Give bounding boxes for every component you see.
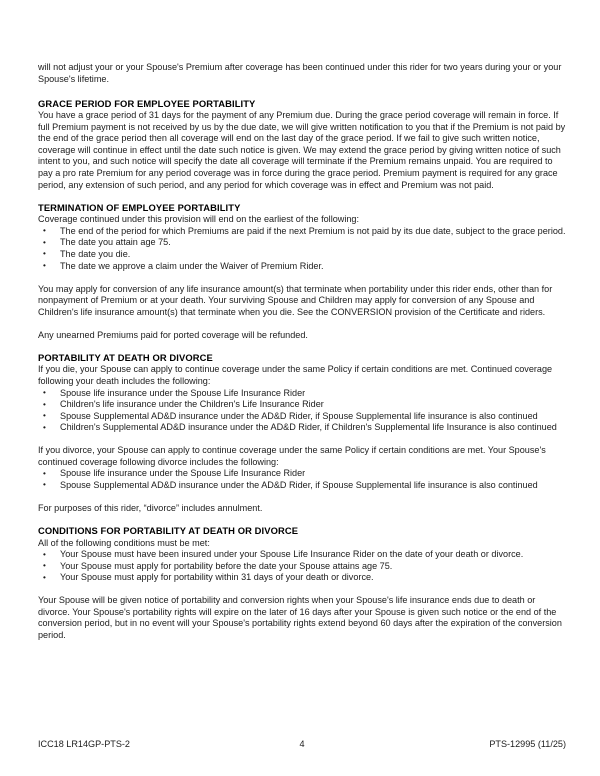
footer-form-code: PTS-12995 (11/25) [489, 739, 566, 749]
list-item: • Spouse Supplemental AD&D insurance under the AD&D Rider, if Spouse Supplemental life insurance is also continued [38, 411, 566, 423]
section-leadin-termination: Coverage continued under this provision will end on the earliest of the following: [38, 214, 359, 225]
section-heading-conditions: CONDITIONS FOR PORTABILITY AT DEATH OR DIVORCE [38, 525, 299, 537]
section-heading-grace-period: GRACE PERIOD FOR EMPLOYEE PORTABILITY [38, 98, 256, 110]
section-leadin-death: If you die, your Spouse can apply to continue coverage under the same Policy if certain conditions are met. Continued coverage following your death includes the following: [38, 364, 553, 386]
section-paragraph-divorce-definition: For purposes of this rider, “divorce” includes annulment. [38, 502, 263, 513]
section-paragraph-unearned-premiums: Any unearned Premiums paid for ported coverage will be refunded. [38, 329, 308, 340]
list-item: • Your Spouse must apply for portability within 31 days of your death or divorce. [38, 572, 566, 584]
section-heading-portability-death-divorce: PORTABILITY AT DEATH OR DIVORCE [38, 352, 213, 364]
section-paragraph-grace-period: You have a grace period of 31 days for the payment of any Premium due. During the grace period coverage will remain in force. If full Premium payment is not received by us by the due date, we will give written notification to you that if the Premium is not paid by the end of the grace period then all coverage will end on the last day of the grace period. If we fail to give such written notice, coverage will continue in effect until the date such notice is given. We may extend the grace period by giving written notice of such intent to you, and such notice will specify the date all coverage will terminate if the Premium remains unpaid. You are required to pay a pro rate Premium for any period coverage was in force during the grace period. Premium payment is required for any grace period, any extension of such period, and any period for which coverage was in effect and Premium was not paid. [38, 110, 566, 190]
footer-page-number: 4 [299, 739, 305, 749]
list-item: • Children's Supplemental AD&D insurance under the AD&D Rider, if Children's Supplemental life Insurance is also continued [38, 422, 566, 434]
list-item: • The date you attain age 75. [38, 237, 566, 249]
list-item: • Children's life insurance under the Children's Life Insurance Rider [38, 399, 566, 411]
list-item: • The end of the period for which Premiums are paid if the next Premium is not paid by its due date, subject to the grace period. [38, 226, 566, 238]
bullet-list-conditions [38, 549, 566, 584]
section-leadin-conditions: All of the following conditions must be met: [38, 537, 210, 548]
intro-paragraph: will not adjust your or your Spouse's Premium after coverage has been continued under this rider for two years during your or your Spouse's lifetime. [38, 62, 562, 84]
list-item: • Your Spouse must have been insured under your Spouse Life Insurance Rider on the date of your death or divorce. [38, 549, 566, 561]
section-paragraph-notice-rights: Your Spouse will be given notice of portability and conversion rights when your Spouse's life insurance ends due to death or divorce. Your Spouse's portability rights will expire on the later of 16 days after your Spouse is given such notice or the end of the conversion period, but in no event will your Spouse's portability rights extend beyond 60 days after the expiration of the conversion period. [38, 595, 562, 640]
bullet-list-death-coverage [38, 388, 566, 434]
bullet-list-divorce-coverage [38, 468, 566, 491]
page-footer [38, 739, 566, 750]
list-item: • Your Spouse must apply for portability before the date your Spouse attains age 75. [38, 561, 566, 573]
list-item: • Spouse life insurance under the Spouse Life Insurance Rider [38, 468, 566, 480]
section-paragraph-conversion: You may apply for conversion of any life insurance amount(s) that terminate when portability under this rider ends, other than for nonpayment of Premium or at your death. Your surviving Spouse and Children may apply for conversion of any Spouse and Children's life insurance amount(s) that terminate when you die. See the CONVERSION provision of the Certificate and riders. [38, 283, 553, 317]
footer-form-number: ICC18 LR14GP-PTS-2 [38, 739, 130, 749]
section-leadin-divorce: If you divorce, your Spouse can apply to continue coverage under the same Policy if certain conditions are met. Your Spouse's continued coverage following divorce includes the following: [38, 445, 546, 467]
list-item: • Spouse life insurance under the Spouse Life Insurance Rider [38, 388, 566, 400]
document-body [38, 62, 566, 642]
section-heading-termination: TERMINATION OF EMPLOYEE PORTABILITY [38, 202, 241, 214]
list-item: • Spouse Supplemental AD&D insurance under the AD&D Rider, if Spouse Supplemental life insurance is also continued [38, 480, 566, 492]
list-item: • The date we approve a claim under the Waiver of Premium Rider. [38, 261, 566, 273]
list-item: • The date you die. [38, 249, 566, 261]
bullet-list-termination [38, 226, 566, 272]
